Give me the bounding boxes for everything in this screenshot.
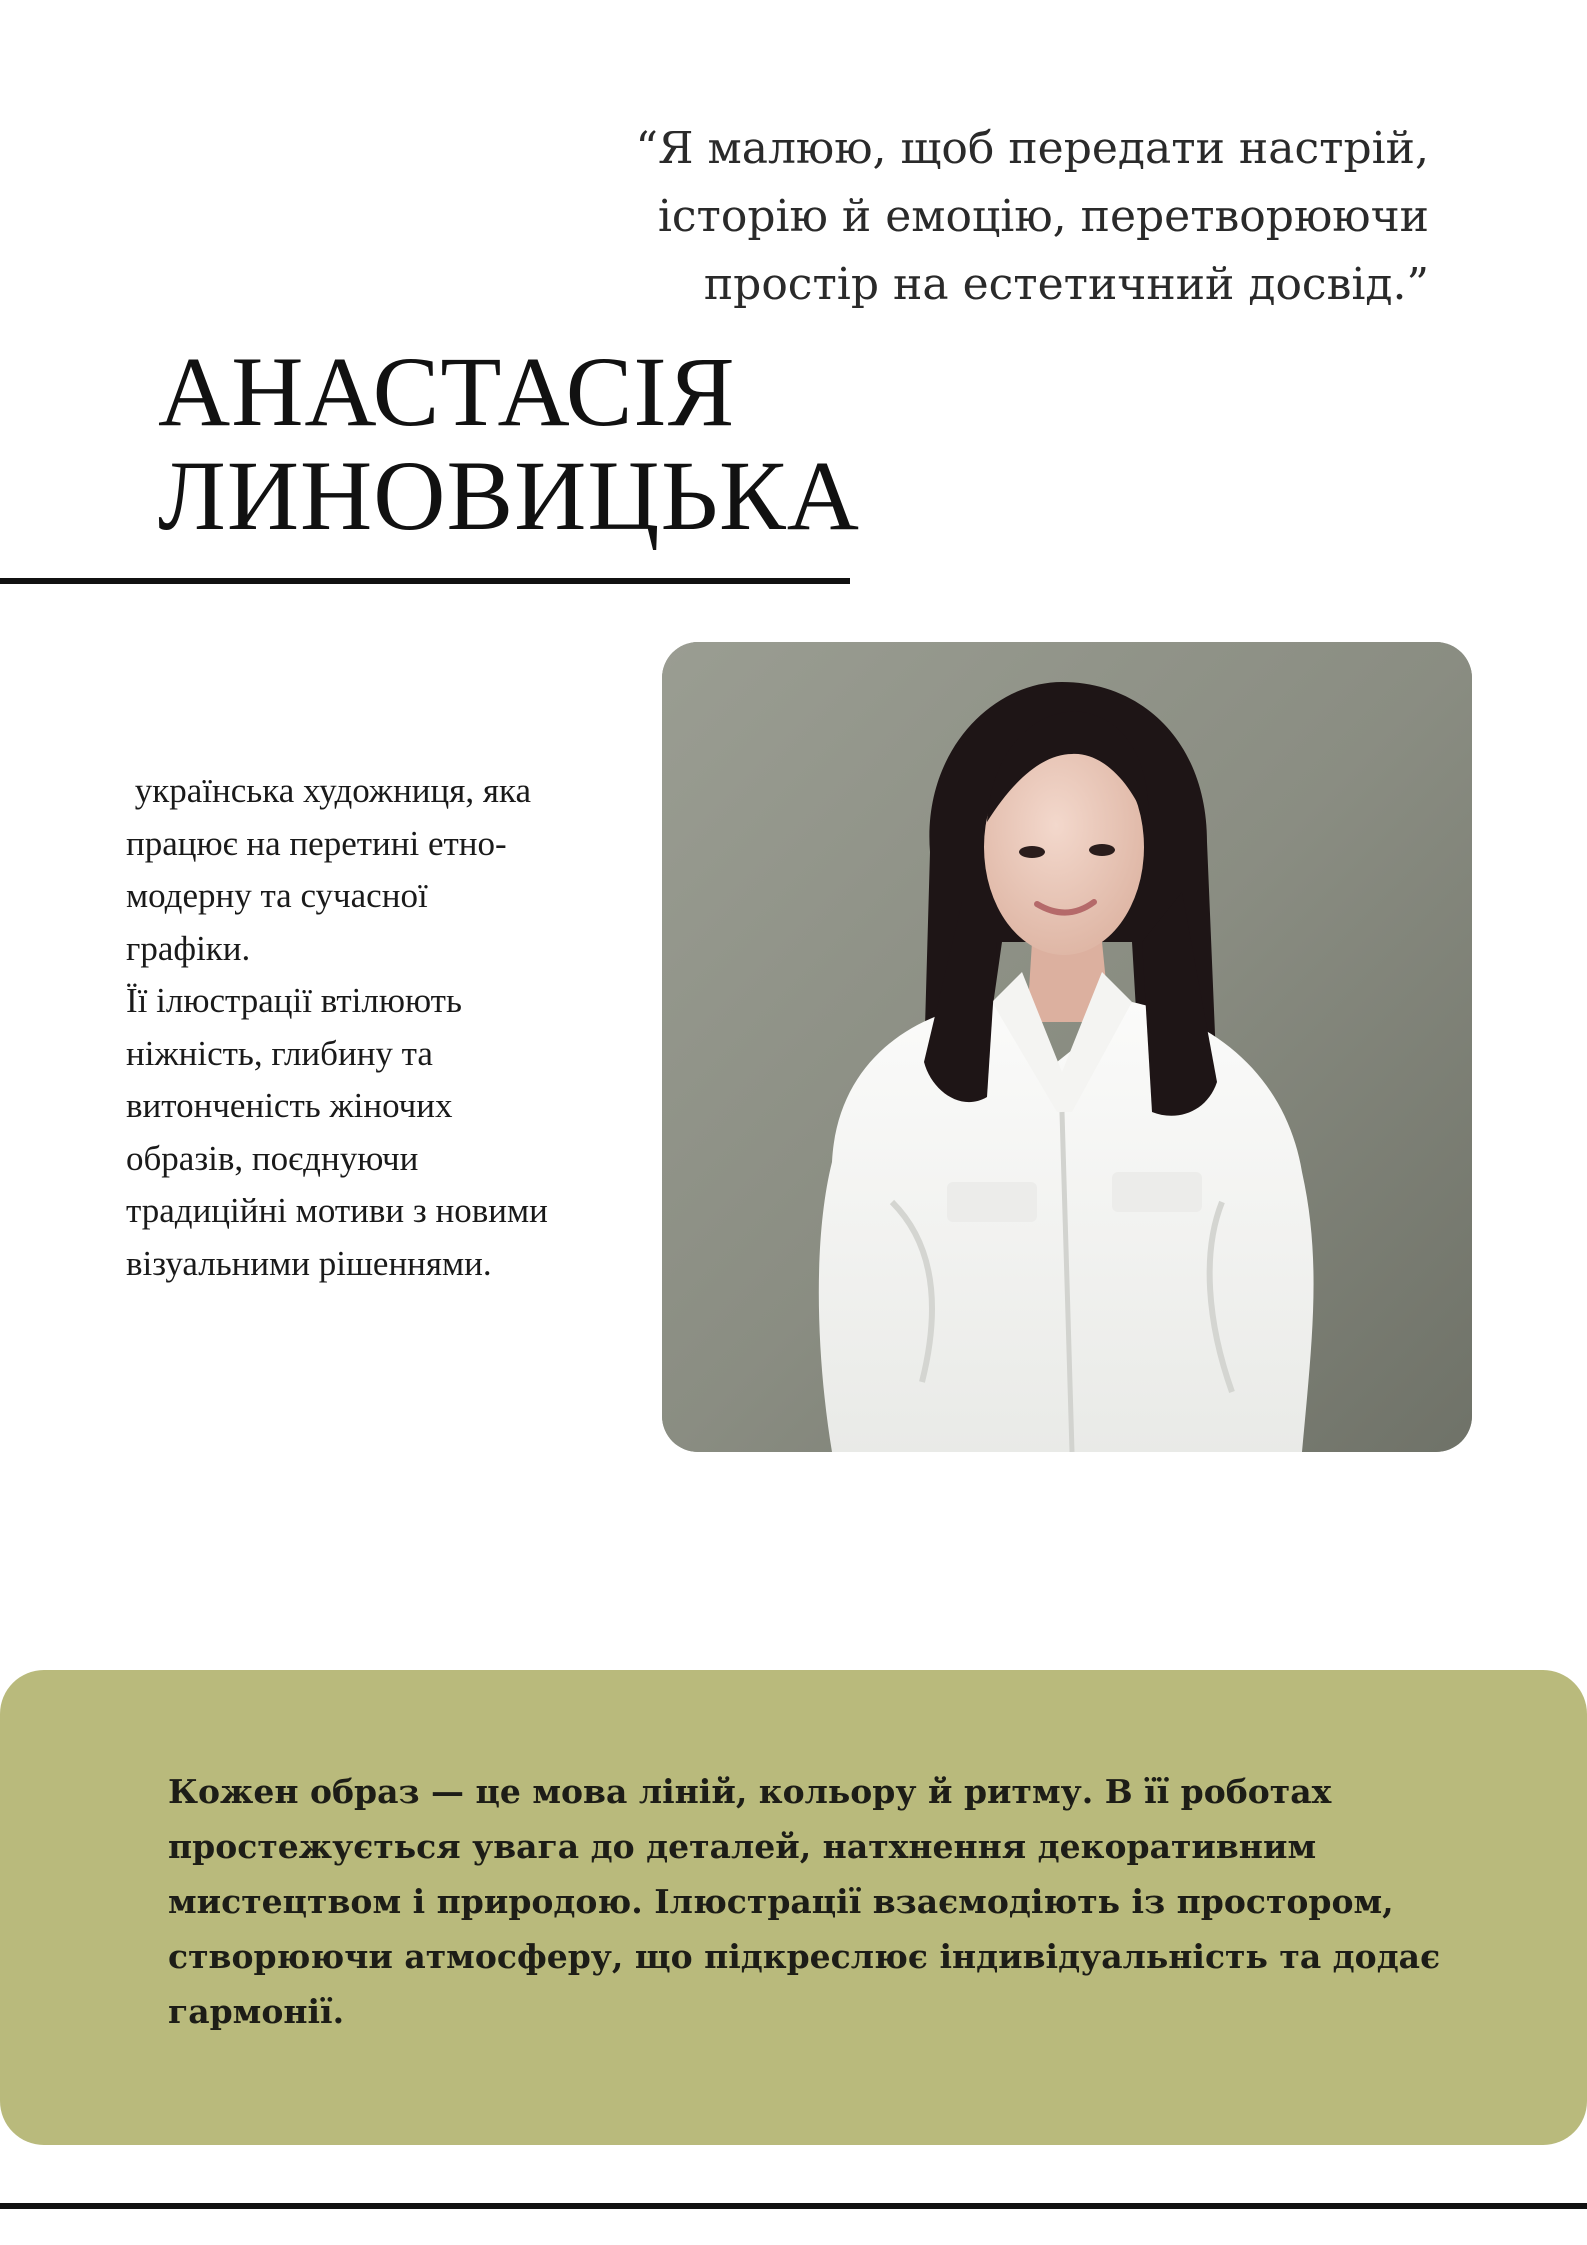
bio-line: ніжність, глибину та <box>126 1033 433 1073</box>
bio-line: традиційні мотиви з новими <box>126 1191 548 1230</box>
feature-line: простежується увага до деталей, натхнення декоративним <box>168 1827 1317 1866</box>
bio-line: графіки. <box>126 928 251 968</box>
feature-line: Кожен образ — це мова ліній, кольору й ритму. В її роботах <box>168 1772 1332 1811</box>
portrait-illustration <box>662 642 1472 1452</box>
bio-line: візуальними рішеннями. <box>126 1243 492 1283</box>
feature-line: мистецтвом і природою. Ілюстрації взаємодіють із простором, <box>168 1882 1394 1921</box>
quote-line: історію й емоцію, перетворюючи <box>657 191 1429 242</box>
bio-line: модерну та сучасної <box>126 876 428 915</box>
quote-line: простір на естетичний досвід.” <box>703 259 1429 310</box>
name-divider <box>0 578 850 584</box>
artist-portrait-photo <box>662 642 1472 1452</box>
artist-quote <box>429 115 1429 319</box>
bio-line: українська художниця, яка <box>126 771 531 810</box>
bottom-divider <box>0 2203 1587 2209</box>
artist-first-name: АНАСТАСІЯ <box>158 336 736 447</box>
feature-text <box>168 1764 1468 2039</box>
bio-line: Її ілюстрації втілюють <box>126 981 462 1020</box>
bio-line: працює на перетині етно- <box>126 823 507 863</box>
quote-line: “Я малюю, щоб передати настрій, <box>635 123 1429 174</box>
artist-last-name: ЛИНОВИЦЬКА <box>158 440 860 551</box>
bio-line: образів, поєднуючи <box>126 1138 419 1178</box>
artist-name <box>158 336 860 551</box>
feature-line: гармонії. <box>168 1992 345 2031</box>
feature-line: створюючи атмосферу, що підкреслює індивідуальність та додає <box>168 1937 1441 1976</box>
artist-bio <box>126 765 646 1290</box>
bio-line: витонченість жіночих <box>126 1086 453 1125</box>
